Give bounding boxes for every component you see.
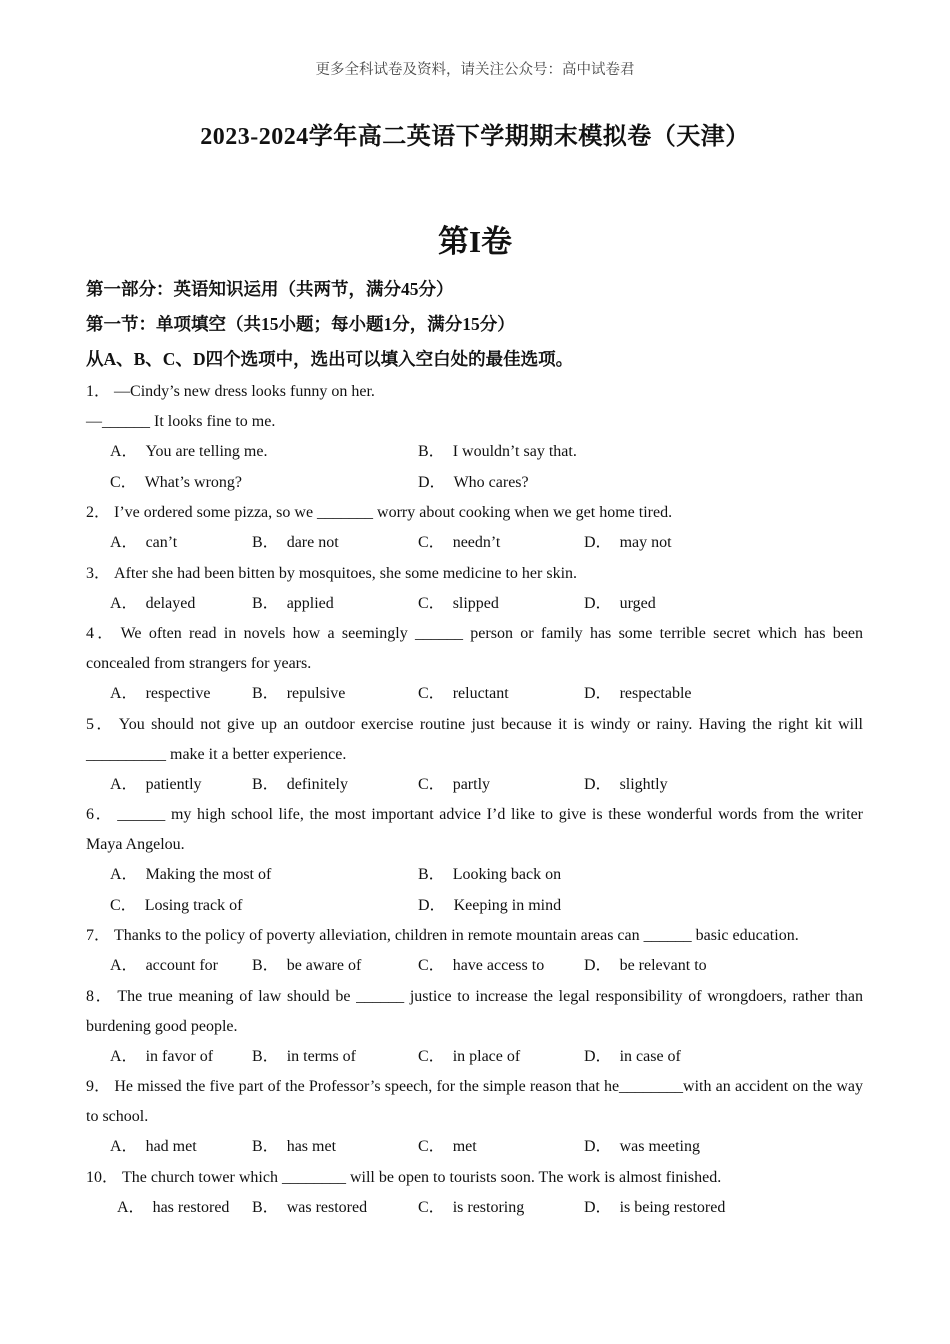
option-c: C． met <box>418 1138 477 1155</box>
question-number: 2． <box>86 504 111 521</box>
option-d: D． respectable <box>584 685 692 702</box>
options-row <box>86 528 863 559</box>
option-c: C． reluctant <box>418 685 509 702</box>
option-c: C． slipped <box>418 594 499 612</box>
option-d: D． slightly <box>584 775 668 793</box>
option-d: D． urged <box>584 594 656 612</box>
option-a: A． Making the most of <box>110 866 272 883</box>
option-b: B． has met <box>252 1138 337 1155</box>
option-b: B． Looking back on <box>418 866 562 883</box>
option-a: A． delayed <box>110 594 196 612</box>
question-9 <box>86 1072 863 1132</box>
question-stem: I’ve ordered some pizza, so we _______ worry about cooking when we get home tired. <box>114 504 673 521</box>
question-number: 4． <box>86 625 117 642</box>
option-d: D． was meeting <box>584 1138 700 1155</box>
options-row <box>86 860 863 891</box>
part-heading: 第一部分：英语知识运用（共两节，满分45分） <box>86 279 454 299</box>
option-a: A． has restored <box>117 1198 230 1216</box>
options-row <box>86 468 863 499</box>
option-d: D． may not <box>584 534 672 551</box>
option-d: D． in case of <box>584 1047 681 1065</box>
options-row <box>86 589 863 620</box>
question-number: 10． <box>86 1168 119 1186</box>
options-row <box>86 770 863 801</box>
options-row <box>86 891 863 922</box>
question-2 <box>86 498 863 528</box>
option-c: C． needn’t <box>418 534 501 551</box>
options-row <box>86 1042 863 1073</box>
option-d: D． is being restored <box>584 1198 726 1216</box>
option-b: B． in terms of <box>252 1047 357 1065</box>
option-c: C． partly <box>418 775 491 793</box>
option-c: C． have access to <box>418 957 545 974</box>
question-number: 9． <box>86 1078 111 1095</box>
option-a: A． You are telling me. <box>110 443 268 460</box>
question-number: 5． <box>86 715 115 733</box>
question-stem: —Cindy’s new dress looks funny on her. <box>114 383 375 400</box>
question-1-response: —______ It looks fine to me. <box>86 413 276 430</box>
question-5 <box>86 710 863 770</box>
question-1 <box>86 377 863 407</box>
option-c: C． Losing track of <box>110 896 243 914</box>
option-d: D． be relevant to <box>584 957 707 974</box>
question-stem: The true meaning of law should be ______ justice to increase the legal responsibility of wrongdoers, rather than burdening good people. <box>86 987 863 1035</box>
option-c: C． What’s wrong? <box>110 473 242 491</box>
option-c: C． is restoring <box>418 1198 525 1216</box>
options-row <box>86 437 863 468</box>
question-6 <box>86 800 863 860</box>
option-a: A． can’t <box>110 534 178 551</box>
option-a: A． respective <box>110 685 211 702</box>
question-number: 7． <box>86 927 111 944</box>
section-heading: 第一节：单项填空（共15小题；每小题1分，满分15分） <box>86 314 515 334</box>
option-b: B． was restored <box>252 1198 368 1216</box>
question-stem: We often read in novels how a seemingly ______ person or family has some terrible secret which has been concealed from strangers for years. <box>86 625 863 672</box>
option-a: A． patiently <box>110 775 202 793</box>
option-b: B． repulsive <box>252 685 346 702</box>
question-7 <box>86 921 863 951</box>
question-3 <box>86 559 863 589</box>
options-row <box>86 679 863 710</box>
question-stem: The church tower which ________ will be open to tourists soon. The work is almost finished. <box>122 1168 722 1186</box>
question-stem: After she had been bitten by mosquitoes, she some medicine to her skin. <box>114 564 578 582</box>
question-4 <box>86 619 863 679</box>
option-a: A． in favor of <box>110 1047 214 1065</box>
option-b: B． dare not <box>252 534 339 551</box>
option-d: D． Who cares? <box>418 473 529 491</box>
question-number: 8． <box>86 987 114 1005</box>
options-row <box>86 951 863 982</box>
question-number: 3． <box>86 564 111 582</box>
question-number: 1． <box>86 383 111 400</box>
question-stem: Thanks to the policy of poverty alleviation, children in remote mountain areas can ______ basic education. <box>114 927 799 944</box>
instruction: 从A、B、C、D四个选项中，选出可以填入空白处的最佳选项。 <box>86 349 574 369</box>
question-number: 6． <box>86 806 114 823</box>
option-a: A． account for <box>110 957 218 974</box>
option-d: D． Keeping in mind <box>418 896 562 914</box>
header-note: 更多全科试卷及资料，请关注公众号：高中试卷君 <box>315 62 635 78</box>
question-8 <box>86 982 863 1042</box>
options-row <box>86 1132 863 1163</box>
option-b: B． definitely <box>252 775 348 793</box>
option-a: A． had met <box>110 1138 197 1155</box>
question-10 <box>86 1163 863 1193</box>
question-stem: You should not give up an outdoor exercise routine just because it is windy or rainy. Having the right kit will __________ make it a better experience. <box>86 715 863 763</box>
option-b: B． be aware of <box>252 957 362 974</box>
exam-content <box>86 272 863 1223</box>
question-stem: ______ my high school life, the most important advice I’d like to give is these wonderful words from the writer Maya Angelou. <box>86 806 863 853</box>
document-title: 2023-2024学年高二英语下学期期末模拟卷（天津） <box>200 124 750 150</box>
option-c: C． in place of <box>418 1047 521 1065</box>
volume-title: 第I卷 <box>437 224 513 259</box>
option-b: B． I wouldn’t say that. <box>418 443 577 460</box>
options-row <box>86 1193 863 1224</box>
option-b: B． applied <box>252 594 334 612</box>
question-stem: He missed the five part of the Professor’s speech, for the simple reason that he________with an accident on the way to school. <box>86 1078 863 1125</box>
